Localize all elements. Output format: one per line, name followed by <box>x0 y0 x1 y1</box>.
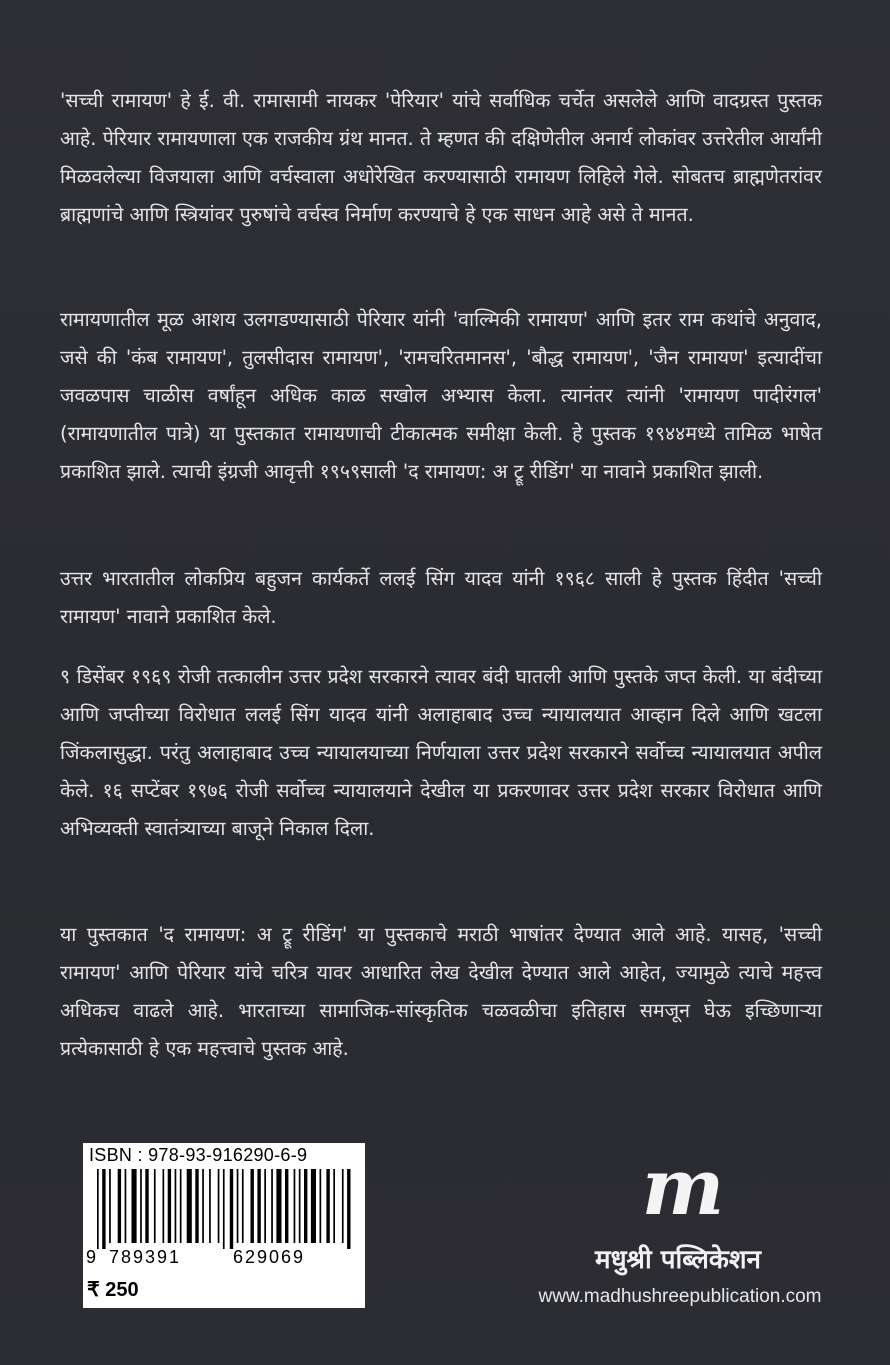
barcode-bar <box>132 1169 137 1243</box>
barcode-bar <box>195 1169 198 1243</box>
barcode-icon <box>97 1169 353 1249</box>
barcode-digits-right: 629069 <box>233 1247 306 1267</box>
barcode-lead-digit: 9 <box>86 1247 97 1267</box>
barcode-bar <box>209 1169 211 1243</box>
barcode-bar <box>311 1169 316 1243</box>
barcode-bar <box>285 1169 288 1243</box>
publisher-logo-icon <box>628 1152 738 1232</box>
barcode-bar <box>333 1169 335 1243</box>
barcode-bar <box>102 1169 105 1249</box>
barcode-bar <box>230 1169 233 1249</box>
barcode-bar <box>163 1169 165 1243</box>
barcode-bar <box>187 1169 192 1243</box>
publisher-url: www.madhushreepublication.com <box>538 1286 822 1307</box>
barcode-bar <box>271 1169 273 1243</box>
barcode-bar <box>264 1169 266 1243</box>
barcode-bar <box>342 1169 344 1243</box>
barcode-bar <box>251 1169 254 1243</box>
barcode-bar <box>168 1169 171 1243</box>
barcode-bar <box>326 1169 329 1243</box>
barcode-bar <box>223 1169 225 1249</box>
blurb-paragraph-4: ९ डिसेंबर १९६९ रोजी तत्कालीन उत्तर प्रदेश सरकारने त्यावर बंदी घातली आणि पुस्तके जप्त केली. या बंदीच्या आणि जप्तीच्या विरोधात ललई सिंग यादव यांनी अलाहाबाद उच्च न्यायालयात आव्हान दिले आणि खटला जिंकलासुद्धा. परंतु अलाहाबाद उच्च न्यायालयाच्या निर्णयाला उत्तर प्रदेश सरकारने सर्वोच्च न्यायालयात अपील केले. १६ सप्टेंबर १९७६ रोजी सर्वोच्च न्यायालयाने देखील या प्रकरणावर उत्तर प्रदेश सरकार विरोधात आणि अभिव्यक्ती स्वातंत्र्याच्या बाजूने निकाल दिला. <box>60 664 822 840</box>
barcode-bar <box>320 1169 322 1243</box>
barcode-bar <box>125 1169 127 1243</box>
blurb-paragraph-3: उत्तर भारतातील लोकप्रिय बहुजन कार्यकर्ते ललई सिंग यादव यांनी १९६८ साली हे पुस्तक हिंदीत 'सच्ची रामायण' नावाने प्रकाशित केले. <box>60 566 822 628</box>
barcode-bar <box>347 1169 350 1249</box>
publisher-logo-letter: m <box>641 1152 725 1232</box>
barcode-bar <box>299 1169 301 1243</box>
barcode-bar <box>237 1169 239 1243</box>
blurb-paragraph-5: या पुस्तकात 'द रामायण: अ ट्रू रीडिंग' या पुस्तकाचे मराठी भाषांतर देण्यात आले आहे. यासह, 'सच्ची रामायण' आणि पेरियार यांचे चरित्र यावर आधारित लेख देखील देण्यात आले आहेत, ज्यामुळे त्याचे महत्त्व अधिकच वाढले आहे. भारताच्या सामाजिक-सांस्कृतिक चळवळीचा इतिहास समजून घेऊ इच्छिणाऱ्या प्रत्येकासाठी हे एक महत्त्वाचे पुस्तक आहे. <box>60 922 822 1060</box>
isbn-label: ISBN : 978-93-916290-6-9 <box>89 1145 308 1165</box>
barcode-bar <box>242 1169 244 1243</box>
barcode-bar <box>257 1169 260 1243</box>
barcode-bar <box>145 1169 148 1243</box>
barcode-bar <box>175 1169 177 1243</box>
barcode-digits-left: 789391 <box>109 1247 182 1267</box>
publisher-name: मधुश्री पब्लिकेशन <box>595 1245 761 1275</box>
barcode-bar <box>294 1169 296 1243</box>
barcode-bar <box>180 1169 182 1243</box>
barcode-bar <box>304 1169 307 1243</box>
barcode-bar <box>109 1169 111 1243</box>
barcode-bar <box>202 1169 204 1243</box>
barcode-bar <box>276 1169 281 1243</box>
barcode-bar <box>218 1169 220 1243</box>
blurb-paragraph-2: रामायणातील मूळ आशय उलगडण्यासाठी पेरियार यांनी 'वाल्मिकी रामायण' आणि इतर राम कथांचे अनुवाद, जसे की 'कंब रामायण', तुलसीदास रामायण', 'रामचरितमानस', 'बौद्ध रामायण', 'जैन रामायण' इत्यादींचा जवळपास चाळीस वर्षांहून अधिक काळ सखोल अभ्यास केला. त्यानंतर त्यांनी 'रामायण पादीरंगल' (रामायणातील पात्रे) या पुस्तकात रामायणाची टीकात्मक समीक्षा केली. हे पुस्तक १९४४मध्ये तामिळ भाषेत प्रकाशित झाले. त्याची इंग्रजी आवृत्ती १९५९साली 'द रामायण: अ ट्रू रीडिंग' या नावाने प्रकाशित झाली. <box>60 307 822 483</box>
barcode-bar <box>154 1169 156 1243</box>
barcode-bar <box>140 1169 142 1243</box>
barcode-bar <box>118 1169 121 1243</box>
barcode-bar <box>97 1169 99 1249</box>
price-label: ₹ 250 <box>87 1279 139 1301</box>
isbn-barcode-box <box>83 1143 365 1308</box>
blurb-paragraph-1: 'सच्ची रामायण' हे ई. वी. रामासामी नायकर 'पेरियार' यांचे सर्वाधिक चर्चेत असलेले आणि वादग्रस्त पुस्तक आहे. पेरियार रामायणाला एक राजकीय ग्रंथ मानत. ते म्हणत की दक्षिणेतील अनार्य लोकांवर उत्तरेतील आर्यांनी मिळवलेल्या विजयाला आणि वर्चस्वाला अधोरेखित करण्यासाठी रामायण लिहिले गेले. सोबतच ब्राह्मणेतरांवर ब्राह्मणांचे आणि स्त्रियांवर पुरुषांचे वर्चस्व निर्माण करण्याचे हे एक साधन आहे असे ते मानत. <box>60 88 822 226</box>
